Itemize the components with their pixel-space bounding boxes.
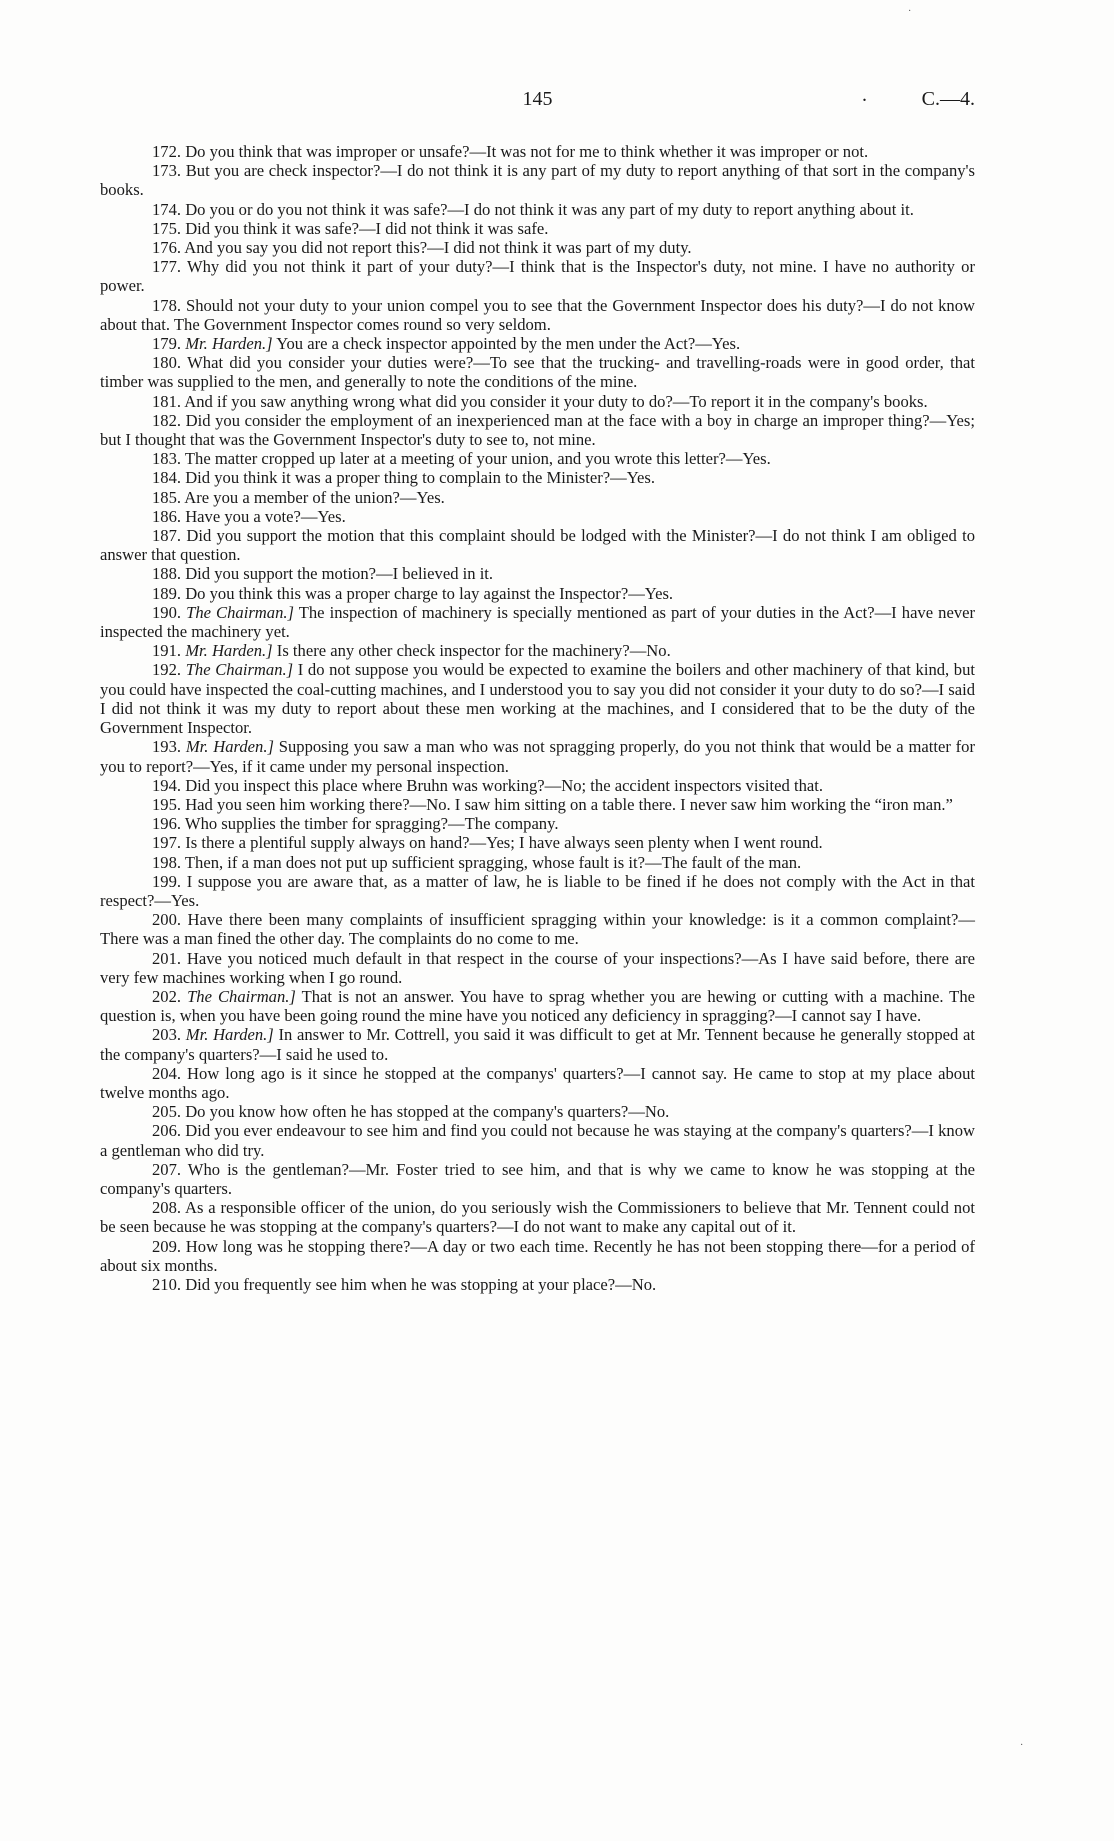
question-number: 177.	[152, 257, 182, 277]
question-number: 186.	[152, 506, 182, 526]
question-209	[100, 1237, 975, 1275]
question-number: 200.	[152, 910, 182, 930]
question-208	[100, 1198, 975, 1236]
question-190	[100, 603, 975, 641]
question-number: 195.	[152, 794, 182, 814]
question-text: That is not an answer. You have to sprag whether you are hewing or cutting with a machine. The question is, when you have been going round the mine have you noticed any deficiency in spragging?—I cannot say I have.	[100, 986, 975, 1026]
question-number: 174.	[152, 199, 182, 219]
question-text: The matter cropped up later at a meeting of your union, and you wrote this letter?—Yes.	[184, 449, 771, 469]
question-number: 173.	[152, 161, 182, 181]
question-182	[100, 411, 975, 449]
question-text: In answer to Mr. Cottrell, you said it was difficult to get at Mr. Tennent because he generally stopped at the company's quarters?—I said he used to.	[100, 1025, 975, 1064]
question-text: Should not your duty to your union compel you to see that the Government Inspector does his duty?—I do not know about that. The Government Inspector comes round so very seldom.	[100, 295, 975, 334]
question-number: 207.	[152, 1159, 182, 1179]
question-text: As a responsible officer of the union, do you seriously wish the Commissioners to believe that Mr. Tennent could not be seen because he was stopping at the company's quarters?—I do not want to make any capital out of it.	[100, 1198, 975, 1237]
question-number: 209.	[152, 1236, 182, 1256]
question-196	[100, 814, 975, 833]
question-205	[100, 1102, 975, 1121]
question-number: 198.	[152, 852, 182, 872]
question-175	[100, 219, 975, 238]
speaker-name: Mr. Harden.]	[185, 1025, 274, 1045]
question-number: 191.	[152, 641, 182, 661]
question-text: Did you frequently see him when he was stopping at your place?—No.	[185, 1274, 657, 1294]
question-186	[100, 507, 975, 526]
question-173	[100, 161, 975, 199]
question-193	[100, 737, 975, 775]
question-text: Is there any other check inspector for the machinery?—No.	[276, 641, 671, 661]
question-text: Do you or do you not think it was safe?—I do not think it was any part of my duty to report anything about it.	[185, 199, 914, 219]
question-text: Do you think that was improper or unsafe?—It was not for me to think whether it was improper or not.	[185, 142, 869, 161]
question-191	[100, 641, 975, 660]
question-198	[100, 853, 975, 872]
question-number: 181.	[152, 391, 182, 411]
question-188	[100, 564, 975, 583]
question-text: How long was he stopping there?—A day or two each time. Recently he has not been stopping there—for a period of about six months.	[100, 1236, 975, 1275]
question-number: 187.	[152, 526, 182, 546]
question-number: 178.	[152, 295, 182, 315]
question-number: 204.	[152, 1063, 182, 1083]
question-number: 210.	[152, 1274, 182, 1294]
question-number: 199.	[152, 871, 182, 891]
question-179	[100, 334, 975, 353]
question-number: 184.	[152, 468, 182, 488]
question-number: 179.	[152, 334, 182, 354]
question-176	[100, 238, 975, 257]
scan-speck: ·	[908, 6, 912, 17]
question-text: Had you seen him working there?—No. I saw him sitting on a table there. I never saw him working the “iron man.”	[185, 794, 953, 814]
page-header	[100, 84, 975, 116]
question-text: And you say you did not report this?—I did not think it was part of my duty.	[184, 238, 692, 258]
question-number: 201.	[152, 948, 182, 968]
page-number: 145	[522, 88, 553, 110]
question-185	[100, 488, 975, 507]
question-178	[100, 296, 975, 334]
question-181	[100, 392, 975, 411]
question-text: Do you think this was a proper charge to lay against the Inspector?—Yes.	[185, 583, 674, 603]
speaker-name: Mr. Harden.]	[185, 334, 273, 354]
question-number: 180.	[152, 353, 182, 373]
question-number: 176.	[152, 238, 182, 258]
question-204	[100, 1064, 975, 1102]
question-text: Did you support the motion that this complaint should be lodged with the Minister?—I do not think I am obliged to answer that question.	[100, 526, 976, 565]
question-text: Have you a vote?—Yes.	[185, 506, 346, 526]
question-text: Did you think it was safe?—I did not think it was safe.	[185, 218, 549, 238]
question-189	[100, 584, 975, 603]
question-number: 192.	[152, 660, 182, 680]
question-text: Did you think it was a proper thing to complain to the Minister?—Yes.	[185, 468, 656, 488]
question-number: 188.	[152, 564, 182, 584]
question-number: 202.	[152, 986, 182, 1006]
question-text: I do not suppose you would be expected to examine the boilers and other machinery of that kind, but you could have inspected the coal-cutting machines, and I understood you to say you did not consider it your duty to do so?—I said I did not think it was my duty to report about these men working at the machines, and I considered that to be the duty of the Government Inspector.	[100, 660, 976, 738]
question-183	[100, 449, 975, 468]
document-code: C.—4.	[921, 88, 975, 110]
question-203	[100, 1025, 975, 1063]
scan-speck: ·	[1020, 1740, 1024, 1751]
question-number: 182.	[152, 410, 182, 430]
speaker-name: Mr. Harden.]	[185, 737, 274, 757]
question-number: 196.	[152, 814, 182, 834]
question-text: I suppose you are aware that, as a matter of law, he is liable to be fined if he does not comply with the Act in that respect?—Yes.	[100, 871, 975, 910]
question-194	[100, 776, 975, 795]
question-text: Did you consider the employment of an inexperienced man at the face with a boy in charge an improper thing?—Yes; but I thought that was the Government Inspector's duty to see to, not mine.	[100, 410, 975, 450]
question-184	[100, 468, 975, 487]
question-201	[100, 949, 975, 987]
question-number: 172.	[152, 142, 182, 161]
question-number: 175.	[152, 218, 182, 238]
speaker-name: The Chairman.]	[187, 986, 296, 1006]
question-text: Who supplies the timber for spragging?—The company.	[184, 814, 559, 834]
question-174	[100, 200, 975, 219]
question-200	[100, 910, 975, 948]
question-text: Then, if a man does not put up sufficient spragging, whose fault is it?—The fault of the man.	[184, 852, 802, 872]
question-text: Did you support the motion?—I believed in it.	[185, 564, 494, 584]
testimony-body	[100, 142, 975, 1294]
question-number: 193.	[152, 737, 182, 757]
question-192	[100, 660, 975, 737]
question-number: 205.	[152, 1102, 182, 1122]
question-187	[100, 526, 975, 564]
question-text: Do you know how often he has stopped at the company's quarters?—No.	[185, 1102, 670, 1122]
question-text: Have there been many complaints of insufficient spragging within your knowledge: is it a common complaint?—There was a man fined the other day. The complaints do no come to me.	[100, 910, 975, 949]
question-text: But you are check inspector?—I do not think it is any part of my duty to report anything of that sort in the company's books.	[100, 161, 975, 200]
question-207	[100, 1160, 975, 1198]
question-text: You are a check inspector appointed by the men under the Act?—Yes.	[276, 334, 741, 354]
question-text: And if you saw anything wrong what did you consider it your duty to do?—To report it in the company's books.	[184, 391, 928, 411]
question-text: Who is the gentleman?—Mr. Foster tried to see him, and that is why we came to know he was stopping at the company's quarters.	[100, 1159, 975, 1198]
question-number: 183.	[152, 449, 182, 469]
question-number: 194.	[152, 775, 182, 795]
question-199	[100, 872, 975, 910]
question-text: What did you consider your duties were?—To see that the trucking- and travelling-roads were in good order, that timber was supplied to the men, and generally to note the conditions of the mine.	[100, 353, 976, 392]
question-text: Supposing you saw a man who was not spragging properly, do you not think that would be a matter for you to report?—Yes, if it came under my personal inspection.	[100, 737, 975, 776]
question-text: Is there a plentiful supply always on hand?—Yes; I have always seen plenty when I went round.	[185, 833, 823, 853]
question-text: Why did you not think it part of your duty?—I think that is the Inspector's duty, not mine. I have no authority or power.	[100, 257, 975, 296]
question-text: Did you ever endeavour to see him and find you could not because he was staying at the company's quarters?—I know a gentleman who did try.	[100, 1121, 976, 1160]
question-text: Are you a member of the union?—Yes.	[184, 487, 445, 507]
question-number: 185.	[152, 487, 182, 507]
question-202	[100, 987, 975, 1025]
speaker-name: The Chairman.]	[185, 660, 294, 680]
question-text: The inspection of machinery is specially mentioned as part of your duties in the Act?—I have never inspected the machinery yet.	[100, 602, 976, 642]
question-text: How long ago is it since he stopped at the companys' quarters?—I cannot say. He came to stop at my place about twelve months ago.	[100, 1063, 976, 1102]
question-172	[100, 142, 975, 161]
question-180	[100, 353, 975, 391]
speaker-name: The Chairman.]	[186, 602, 294, 622]
question-206	[100, 1121, 975, 1159]
question-number: 203.	[152, 1025, 182, 1045]
question-number: 206.	[152, 1121, 182, 1141]
question-number: 208.	[152, 1198, 182, 1218]
question-number: 189.	[152, 583, 182, 603]
question-number: 197.	[152, 833, 182, 853]
question-text: Have you noticed much default in that respect in the course of your inspections?—As I have said before, there are very few machines working when I go round.	[100, 948, 975, 987]
question-text: Did you inspect this place where Bruhn was working?—No; the accident inspectors visited that.	[185, 775, 823, 795]
question-197	[100, 833, 975, 852]
question-number: 190.	[152, 602, 182, 622]
question-195	[100, 795, 975, 814]
speaker-name: Mr. Harden.]	[185, 641, 273, 661]
question-177	[100, 257, 975, 295]
header-dot: .	[862, 84, 867, 106]
question-210	[100, 1275, 975, 1294]
